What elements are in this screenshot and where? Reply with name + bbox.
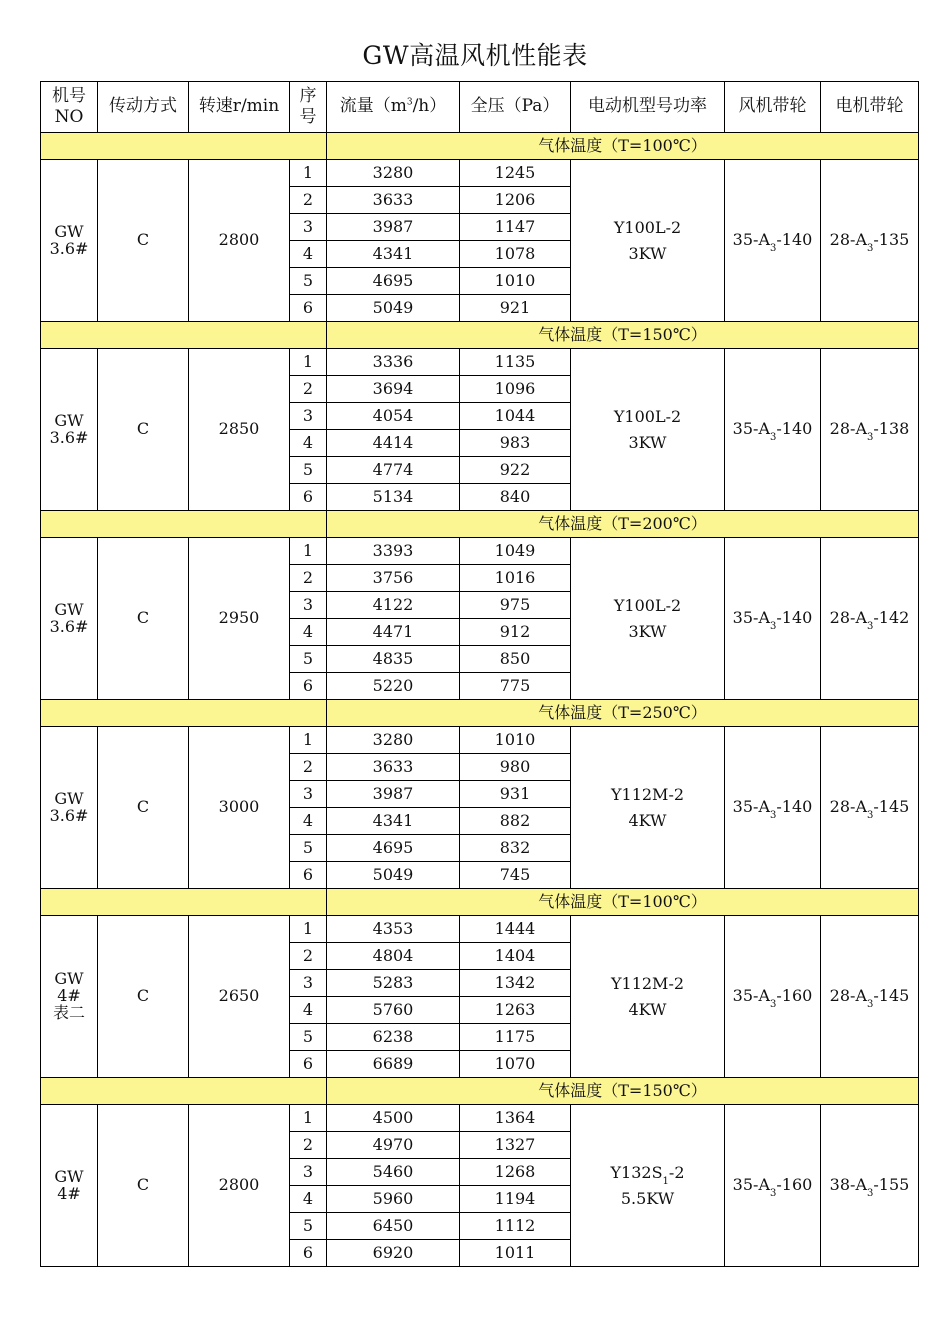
temperature-label: 气体温度（T=150℃） (327, 322, 919, 349)
pressure-cell: 983 (460, 430, 571, 457)
pressure-cell: 1070 (460, 1051, 571, 1078)
temperature-row-blank (41, 889, 327, 916)
motor-pulley-sub: 3 (867, 621, 874, 632)
flow-cell: 4774 (327, 457, 460, 484)
pressure-cell: 1263 (460, 997, 571, 1024)
drive-cell: C (98, 1105, 189, 1267)
pressure-cell: 1010 (460, 727, 571, 754)
seq-cell: 4 (290, 1186, 327, 1213)
speed-cell: 2850 (189, 349, 290, 511)
table-row (41, 727, 919, 754)
motor-power: 4KW (628, 999, 667, 1019)
pressure-cell: 1268 (460, 1159, 571, 1186)
motor-model (571, 971, 724, 997)
pressure-cell: 1342 (460, 970, 571, 997)
header-flow-suffix: /h） (412, 96, 447, 117)
header-drive: 传动方式 (98, 82, 189, 133)
pressure-cell: 1078 (460, 241, 571, 268)
motor-pulley-sub: 3 (867, 432, 874, 443)
pressure-cell: 1011 (460, 1240, 571, 1267)
flow-cell: 4471 (327, 619, 460, 646)
motor-pulley-pre: 28-A (829, 419, 867, 438)
fan-pulley-pre: 35-A (732, 1175, 770, 1194)
pressure-cell: 745 (460, 862, 571, 889)
fan-pulley-post: -140 (776, 797, 813, 816)
flow-cell: 4695 (327, 835, 460, 862)
flow-cell: 4695 (327, 268, 460, 295)
motor-pulley-cell (821, 727, 919, 889)
model-cell: GW 3.6# (41, 160, 98, 322)
flow-cell: 3280 (327, 727, 460, 754)
flow-cell: 4414 (327, 430, 460, 457)
fan-pulley-sub: 3 (770, 1188, 777, 1199)
motor-pulley-pre: 28-A (829, 230, 867, 249)
flow-cell: 3633 (327, 754, 460, 781)
motor-cell (571, 727, 725, 889)
pressure-cell: 931 (460, 781, 571, 808)
seq-cell: 2 (290, 187, 327, 214)
pressure-cell: 1404 (460, 943, 571, 970)
pressure-cell: 1444 (460, 916, 571, 943)
header-speed: 转速r/min (189, 82, 290, 133)
flow-cell: 3756 (327, 565, 460, 592)
motor-model-main: Y132S (610, 1162, 663, 1182)
temperature-row-blank (41, 700, 327, 727)
motor-model (571, 1160, 724, 1186)
fan-pulley-cell (725, 160, 821, 322)
seq-cell: 6 (290, 1051, 327, 1078)
pressure-cell: 1016 (460, 565, 571, 592)
header-flow-prefix: 流量（m (339, 96, 407, 117)
flow-cell: 4341 (327, 808, 460, 835)
pressure-cell: 775 (460, 673, 571, 700)
flow-cell: 6238 (327, 1024, 460, 1051)
seq-cell: 6 (290, 673, 327, 700)
fan-pulley-cell (725, 916, 821, 1078)
fan-pulley-sub: 3 (770, 432, 777, 443)
seq-cell: 3 (290, 1159, 327, 1186)
motor-power: 3KW (628, 243, 667, 263)
motor-pulley-cell (821, 916, 919, 1078)
flow-cell: 5460 (327, 1159, 460, 1186)
performance-table (40, 81, 919, 1267)
table-row (41, 349, 919, 376)
seq-cell: 4 (290, 241, 327, 268)
flow-cell: 5960 (327, 1186, 460, 1213)
fan-pulley-sub: 3 (770, 999, 777, 1010)
speed-cell: 2650 (189, 916, 290, 1078)
seq-cell: 2 (290, 943, 327, 970)
pressure-cell: 922 (460, 457, 571, 484)
seq-cell: 3 (290, 592, 327, 619)
pressure-cell: 921 (460, 295, 571, 322)
flow-cell: 4054 (327, 403, 460, 430)
seq-cell: 2 (290, 376, 327, 403)
motor-model-main: Y100L-2 (613, 217, 682, 237)
flow-cell: 4122 (327, 592, 460, 619)
motor-cell (571, 160, 725, 322)
fan-pulley-sub: 3 (770, 810, 777, 821)
flow-cell: 3987 (327, 214, 460, 241)
motor-pulley-cell (821, 1105, 919, 1267)
temperature-label: 气体温度（T=250℃） (327, 700, 919, 727)
seq-cell: 6 (290, 1240, 327, 1267)
flow-cell: 4970 (327, 1132, 460, 1159)
temperature-label: 气体温度（T=100℃） (327, 133, 919, 160)
temperature-label: 气体温度（T=100℃） (327, 889, 919, 916)
motor-pulley-pre: 28-A (829, 797, 867, 816)
seq-cell: 6 (290, 862, 327, 889)
motor-pulley-post: -138 (873, 419, 910, 438)
fan-pulley-post: -140 (776, 608, 813, 627)
flow-cell: 5049 (327, 862, 460, 889)
drive-cell: C (98, 916, 189, 1078)
model-cell: GW 4# 表二 (41, 916, 98, 1078)
flow-cell: 4500 (327, 1105, 460, 1132)
flow-cell: 5220 (327, 673, 460, 700)
flow-cell: 6450 (327, 1213, 460, 1240)
temperature-row-blank (41, 322, 327, 349)
seq-cell: 5 (290, 457, 327, 484)
flow-cell: 5134 (327, 484, 460, 511)
motor-model-main: Y100L-2 (613, 595, 682, 615)
model-cell: GW 4# (41, 1105, 98, 1267)
seq-cell: 4 (290, 619, 327, 646)
flow-cell: 3336 (327, 349, 460, 376)
motor-pulley-cell (821, 160, 919, 322)
temperature-row (41, 889, 919, 916)
pressure-cell: 1049 (460, 538, 571, 565)
flow-cell: 5283 (327, 970, 460, 997)
flow-cell: 5049 (327, 295, 460, 322)
seq-cell: 5 (290, 835, 327, 862)
motor-model (571, 593, 724, 619)
drive-cell: C (98, 727, 189, 889)
motor-pulley-sub: 3 (867, 243, 874, 254)
pressure-cell: 1010 (460, 268, 571, 295)
flow-cell: 6920 (327, 1240, 460, 1267)
header-flow (327, 82, 460, 133)
flow-cell: 5760 (327, 997, 460, 1024)
pressure-cell: 1147 (460, 214, 571, 241)
motor-model (571, 404, 724, 430)
temperature-row (41, 511, 919, 538)
pressure-cell: 1135 (460, 349, 571, 376)
table-header (41, 82, 919, 133)
motor-model-main: Y112M-2 (610, 784, 685, 804)
pressure-cell: 1327 (460, 1132, 571, 1159)
flow-cell: 3393 (327, 538, 460, 565)
motor-cell (571, 538, 725, 700)
motor-power: 3KW (628, 432, 667, 452)
motor-pulley-post: -135 (873, 230, 910, 249)
motor-cell (571, 349, 725, 511)
motor-model-main: Y112M-2 (610, 973, 685, 993)
header-motor: 电动机型号功率 (571, 82, 725, 133)
pressure-cell: 1245 (460, 160, 571, 187)
table-row (41, 1105, 919, 1132)
flow-cell: 4341 (327, 241, 460, 268)
seq-cell: 4 (290, 997, 327, 1024)
motor-pulley-cell (821, 349, 919, 511)
drive-cell: C (98, 349, 189, 511)
fan-pulley-sub: 3 (770, 621, 777, 632)
pressure-cell: 975 (460, 592, 571, 619)
pressure-cell: 1112 (460, 1213, 571, 1240)
pressure-cell: 912 (460, 619, 571, 646)
model-cell: GW 3.6# (41, 727, 98, 889)
flow-cell: 4804 (327, 943, 460, 970)
header-pressure: 全压（Pa） (460, 82, 571, 133)
header-flow-sup: 3 (406, 97, 413, 108)
pressure-cell: 832 (460, 835, 571, 862)
motor-pulley-sub: 3 (867, 1188, 874, 1199)
motor-pulley-post: -145 (873, 797, 910, 816)
motor-model (571, 782, 724, 808)
seq-cell: 1 (290, 538, 327, 565)
seq-cell: 3 (290, 781, 327, 808)
speed-cell: 2950 (189, 538, 290, 700)
drive-cell: C (98, 160, 189, 322)
seq-cell: 5 (290, 268, 327, 295)
flow-cell: 4835 (327, 646, 460, 673)
flow-cell: 6689 (327, 1051, 460, 1078)
seq-cell: 1 (290, 1105, 327, 1132)
fan-pulley-sub: 3 (770, 243, 777, 254)
speed-cell: 2800 (189, 160, 290, 322)
pressure-cell: 1364 (460, 1105, 571, 1132)
page-title: GW高温风机性能表 (362, 41, 588, 70)
seq-cell: 1 (290, 916, 327, 943)
flow-cell: 4353 (327, 916, 460, 943)
motor-pulley-post: -155 (873, 1175, 910, 1194)
fan-pulley-post: -160 (776, 1175, 813, 1194)
model-cell: GW 3.6# (41, 538, 98, 700)
fan-pulley-cell (725, 1105, 821, 1267)
fan-pulley-post: -140 (776, 230, 813, 249)
motor-model-main: Y100L-2 (613, 406, 682, 426)
fan-pulley-cell (725, 727, 821, 889)
motor-power: 4KW (628, 810, 667, 830)
pressure-cell: 1175 (460, 1024, 571, 1051)
header-motor-pulley: 电机带轮 (821, 82, 919, 133)
seq-cell: 3 (290, 970, 327, 997)
motor-pulley-sub: 3 (867, 999, 874, 1010)
motor-power: 5.5KW (620, 1188, 675, 1208)
table-body (41, 133, 919, 1267)
motor-pulley-pre: 38-A (829, 1175, 867, 1194)
motor-pulley-cell (821, 538, 919, 700)
header-model: 机号 NO (41, 82, 98, 133)
seq-cell: 5 (290, 1024, 327, 1051)
seq-cell: 1 (290, 727, 327, 754)
temperature-row (41, 1078, 919, 1105)
motor-pulley-pre: 28-A (829, 986, 867, 1005)
header-seq: 序 号 (290, 82, 327, 133)
motor-model-sub: 1 (662, 1175, 669, 1187)
fan-pulley-pre: 35-A (732, 797, 770, 816)
seq-cell: 2 (290, 565, 327, 592)
temperature-label: 气体温度（T=200℃） (327, 511, 919, 538)
temperature-row (41, 700, 919, 727)
temperature-label: 气体温度（T=150℃） (327, 1078, 919, 1105)
flow-cell: 3280 (327, 160, 460, 187)
motor-pulley-post: -145 (873, 986, 910, 1005)
fan-pulley-post: -140 (776, 419, 813, 438)
seq-cell: 1 (290, 160, 327, 187)
temperature-row (41, 322, 919, 349)
motor-cell (571, 1105, 725, 1267)
speed-cell: 3000 (189, 727, 290, 889)
temperature-row (41, 133, 919, 160)
pressure-cell: 980 (460, 754, 571, 781)
fan-pulley-pre: 35-A (732, 608, 770, 627)
motor-pulley-sub: 3 (867, 810, 874, 821)
motor-pulley-pre: 28-A (829, 608, 867, 627)
pressure-cell: 1044 (460, 403, 571, 430)
drive-cell: C (98, 538, 189, 700)
seq-cell: 4 (290, 808, 327, 835)
fan-pulley-pre: 35-A (732, 986, 770, 1005)
seq-cell: 4 (290, 430, 327, 457)
fan-pulley-cell (725, 349, 821, 511)
seq-cell: 2 (290, 1132, 327, 1159)
flow-cell: 3987 (327, 781, 460, 808)
flow-cell: 3633 (327, 187, 460, 214)
speed-cell: 2800 (189, 1105, 290, 1267)
motor-model (571, 215, 724, 241)
fan-pulley-cell (725, 538, 821, 700)
table-row (41, 538, 919, 565)
seq-cell: 6 (290, 295, 327, 322)
seq-cell: 5 (290, 1213, 327, 1240)
motor-model-tail: -2 (668, 1162, 685, 1182)
temperature-row-blank (41, 511, 327, 538)
motor-pulley-post: -142 (873, 608, 910, 627)
table-row (41, 160, 919, 187)
fan-pulley-post: -160 (776, 986, 813, 1005)
temperature-row-blank (41, 1078, 327, 1105)
seq-cell: 1 (290, 349, 327, 376)
seq-cell: 2 (290, 754, 327, 781)
pressure-cell: 1096 (460, 376, 571, 403)
seq-cell: 3 (290, 214, 327, 241)
flow-cell: 3694 (327, 376, 460, 403)
pressure-cell: 840 (460, 484, 571, 511)
model-cell: GW 3.6# (41, 349, 98, 511)
pressure-cell: 850 (460, 646, 571, 673)
fan-pulley-pre: 35-A (732, 230, 770, 249)
pressure-cell: 1194 (460, 1186, 571, 1213)
seq-cell: 5 (290, 646, 327, 673)
fan-pulley-pre: 35-A (732, 419, 770, 438)
seq-cell: 6 (290, 484, 327, 511)
temperature-row-blank (41, 133, 327, 160)
pressure-cell: 1206 (460, 187, 571, 214)
table-row (41, 916, 919, 943)
seq-cell: 3 (290, 403, 327, 430)
pressure-cell: 882 (460, 808, 571, 835)
motor-cell (571, 916, 725, 1078)
header-fan-pulley: 风机带轮 (725, 82, 821, 133)
motor-power: 3KW (628, 621, 667, 641)
